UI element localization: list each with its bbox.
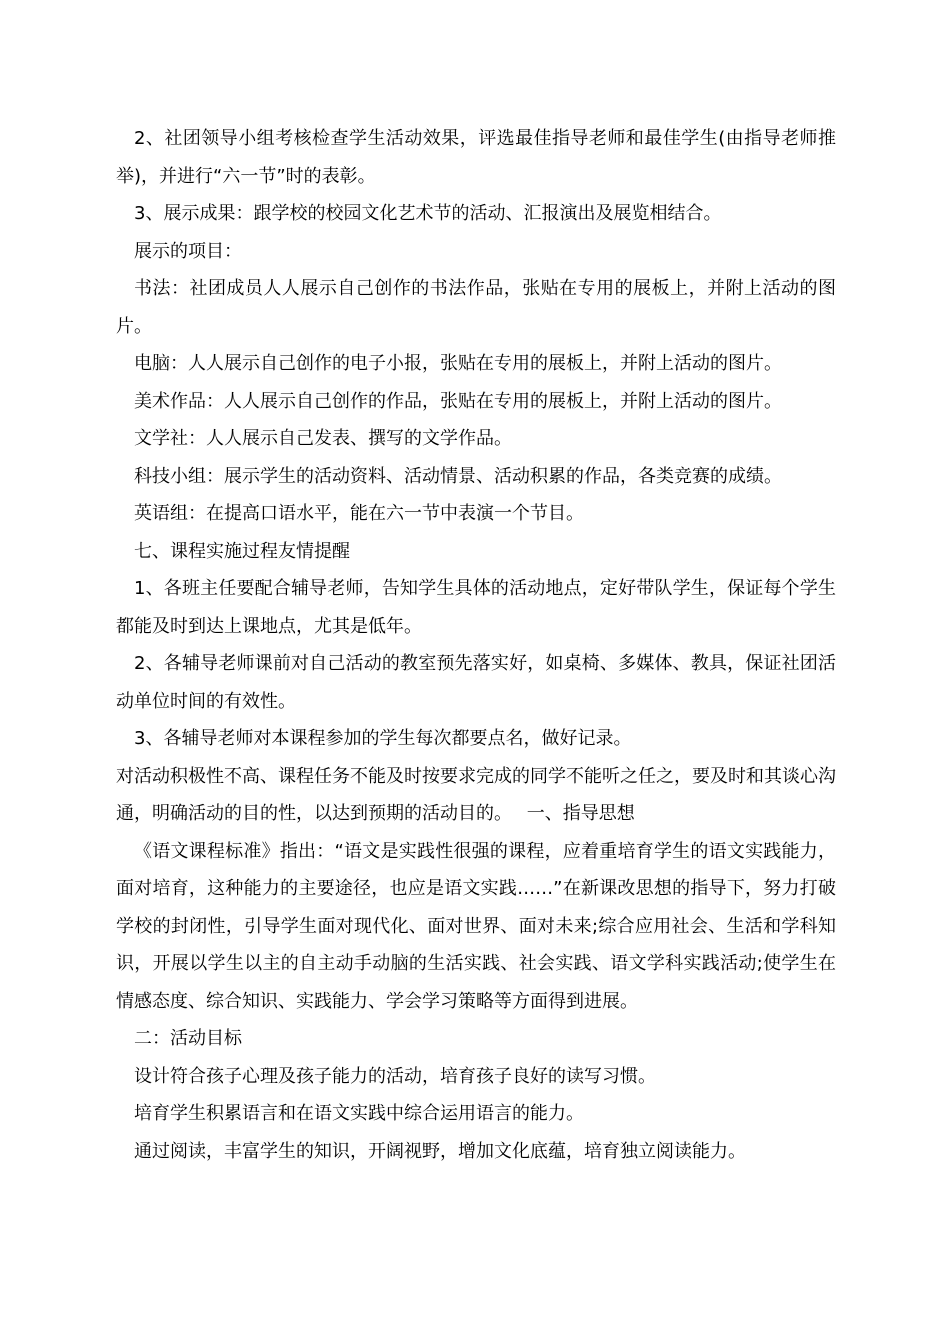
- paragraph-showcase-results: 3、展示成果：跟学校的校园文化艺术节的活动、汇报演出及展览相结合。: [134, 203, 722, 224]
- paragraph-reminder-3: 3、各辅导老师对本课程参加的学生每次都要点名，做好记录。: [134, 728, 632, 749]
- paragraph-english-group: 英语组：在提高口语水平，能在六一节中表演一个节目。: [134, 503, 584, 524]
- paragraph-science-group: 科技小组：展示学生的活动资料、活动情景、活动积累的作品，各类竞赛的成绩。: [134, 465, 782, 487]
- section-heading-reminders: 七、课程实施过程友情提醒: [134, 540, 350, 562]
- paragraph-goal-2: 培育学生积累语言和在语文实践中综合运用语言的能力。: [134, 1103, 584, 1124]
- paragraph-literature-club: 文学社：人人展示自己发表、撰写的文学作品。: [134, 428, 512, 449]
- section-heading-goals: 二：活动目标: [134, 1028, 242, 1049]
- paragraph-art-works: 美术作品：人人展示自己创作的作品，张贴在专用的展板上，并附上活动的图片。: [134, 390, 782, 412]
- paragraph-evaluation: 2、社团领导小组考核检查学生活动效果，评选最佳指导老师和最佳学生(由指导老师推举)，并进行“六一节”时的表彰。: [116, 128, 836, 187]
- paragraph-goal-3: 通过阅读，丰富学生的知识，开阔视野，增加文化底蕴，培育独立阅读能力。: [134, 1140, 746, 1162]
- paragraph-reminder-2: 2、各辅导老师课前对自己活动的教室预先落实好，如桌椅、多媒体、教具，保证社团活动单位时间的有效性。: [116, 653, 836, 712]
- paragraph-calligraphy: 书法：社团成员人人展示自己创作的书法作品，张贴在专用的展板上，并附上活动的图片。: [116, 278, 836, 337]
- paragraph-engagement: 对活动积极性不高、课程任务不能及时按要求完成的同学不能听之任之，要及时和其谈心沟通，明确活动的目的性，以达到预期的活动目的。 一、指导思想: [116, 765, 836, 824]
- paragraph-showcase-items-heading: 展示的项目：: [134, 240, 242, 262]
- paragraph-goal-1: 设计符合孩子心理及孩子能力的活动，培育孩子良好的读写习惯。: [134, 1065, 656, 1087]
- paragraph-computer: 电脑：人人展示自己创作的电子小报，张贴在专用的展板上，并附上活动的图片。: [134, 353, 782, 374]
- document-body: [116, 120, 836, 1170]
- paragraph-reminder-1: 1、各班主任要配合辅导老师，告知学生具体的活动地点，定好带队学生，保证每个学生都能及时到达上课地点，尤其是低年。: [116, 578, 836, 637]
- paragraph-curriculum-standard: 《语文课程标准》指出：“语文是实践性很强的课程，应着重培育学生的语文实践能力，面对培育，这种能力的主要途径，也应是语文实践……”在新课改思想的指导下，努力打破学校的封闭性，引导学生面对现代化、面对世界、面对未来;综合应用社会、生活和学科知识，开展以学生以主的自主动手动脑的生活实践、社会实践、语文学科实践活动;使学生在情感态度、综合知识、实践能力、学会学习策略等方面得到进展。: [116, 840, 836, 1012]
